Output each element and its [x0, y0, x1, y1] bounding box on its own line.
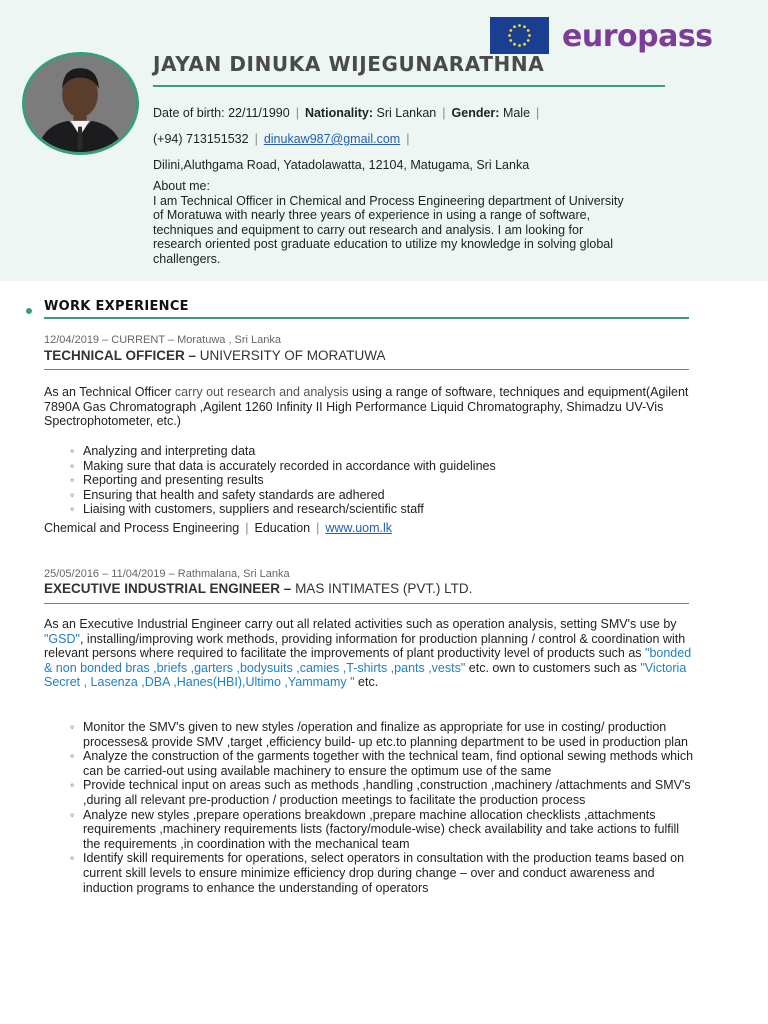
personal-info-line [153, 106, 545, 120]
full-name: JAYAN DINUKA WIJEGUNARATHNA [153, 52, 545, 76]
about-me [153, 179, 633, 267]
about-label: About me: [153, 179, 210, 193]
separator: | [442, 106, 446, 120]
list-item: ◦ Monitor the SMV's given to new styles /operation and finalize as appropriate for use in costing/ production processes& provide SMV ,target ,efficiency build- up etc.to planning department to be used in production plan [70, 720, 695, 749]
email-link[interactable]: dinukaw987@gmail.com [263, 132, 401, 146]
field: Education [254, 521, 311, 535]
dob-value: 22/11/1990 [228, 106, 290, 120]
desc-highlight: "bonded & non bonded bras ,briefs ,garters ,bodysuits ,camies ,T-shirts ,pants ,vests" [44, 646, 692, 675]
europass-wordmark: europass [562, 19, 713, 54]
department: Chemical and Process Engineering [44, 521, 240, 535]
list-item: ◦ Reporting and presenting results [70, 473, 695, 488]
job-role: TECHNICAL OFFICER – [44, 348, 197, 363]
list-item: ◦ Provide technical input on areas such as methods ,handling ,construction ,machinery /attachments and SMV's ,during all relevant pre-production / production meetings to facilitate the production process [70, 778, 695, 807]
list-item: ◦ Ensuring that health and safety standards are adhered [70, 488, 695, 503]
section-title-work-experience: WORK EXPERIENCE [44, 299, 189, 314]
duties-list [70, 444, 695, 517]
job-divider [44, 369, 689, 370]
name-divider [153, 85, 665, 87]
nationality-label: Nationality: [304, 106, 374, 120]
list-item: ◦ Analyze the construction of the garments together with the technical team, find optional sewing methods which can be carried-out using available machinery to ensure the optimum use of the same [70, 749, 695, 778]
profile-photo [22, 52, 139, 155]
list-item: ◦ Identify skill requirements for operations, select operators in consultation with the production teams based on current skill levels to ensure minimize efficiency drop during change – over and conduct awareness and induction programs to enhance the understanding of operators [70, 851, 695, 895]
desc-text: As an Technical Officer [44, 385, 175, 399]
job-divider [44, 603, 689, 604]
about-text: I am Technical Officer in Chemical and Process Engineering department of University of Moratuwa with nearly three years of experience in using a range of software, techniques and equipment to carry out research and analysis. I am looking for research oriented post graduate education to utilize my knowledge in solving global challengers. [153, 193, 624, 266]
gender-value: Male [502, 106, 531, 120]
list-item: ◦ Analyze new styles ,prepare operations breakdown ,prepare machine allocation checklists ,attachments requirements ,machinery requirements lists (factory/module-wise) check availability and take actions to fulfill the requirements ,in coordination with the mechanical team [70, 808, 695, 852]
job-description [44, 617, 694, 690]
job-title [44, 348, 386, 363]
separator: | [536, 106, 540, 120]
duties-list [70, 720, 695, 895]
job-description [44, 385, 694, 429]
nationality-value: Sri Lankan [376, 106, 437, 120]
job-tags [44, 521, 392, 535]
desc-text: , installing/improving work methods, providing information for production planning / control & coordination with relevant persons where required to facilitate the improvements of plant productivity level of products such as [44, 631, 686, 661]
job-meta: 12/04/2019 – CURRENT – Moratuwa , Sri Lanka [44, 334, 282, 346]
desc-text: etc. own to customers such as [465, 660, 641, 675]
job-role: EXECUTIVE INDUSTRIAL ENGINEER – [44, 581, 292, 596]
separator: | [295, 106, 299, 120]
separator: | [254, 132, 258, 146]
desc-text: As an Executive Industrial Engineer carry out all related activities such as operation analysis, setting SMV's use by [44, 617, 677, 631]
job-meta: 25/05/2016 – 11/04/2019 – Rathmalana, Sri Lanka [44, 568, 290, 580]
desc-highlight: "Victoria Secret , Lasenza ,DBA ,Hanes(HBI),Ultimo ,Yammamy " [44, 660, 687, 690]
list-item: ◦ Liaising with customers, suppliers and research/scientific staff [70, 502, 695, 517]
desc-highlight: "GSD" [44, 631, 80, 646]
separator: | [316, 521, 320, 535]
eu-flag-icon [490, 17, 549, 54]
profile-header [0, 0, 768, 281]
section-divider [44, 317, 689, 319]
desc-text: using a range of software, techniques and equipment(Agilent 7890A Gas Chromatograph ,Agilent 1260 Infinity II High Performance Liquid Chromatography, Shimadzu UV-Vis Spectrophotometer, etc.) [44, 385, 689, 429]
contact-line [153, 132, 415, 146]
job-organization: UNIVERSITY OF MORATUWA [199, 348, 386, 363]
job-organization: MAS INTIMATES (PVT.) LTD. [295, 581, 473, 596]
website-link[interactable]: www.uom.lk [325, 521, 393, 535]
list-item: ◦ Making sure that data is accurately recorded in accordance with guidelines [70, 459, 695, 474]
section-bullet [26, 308, 32, 314]
separator: | [245, 521, 249, 535]
separator: | [406, 132, 410, 146]
desc-text: carry out research and analysis [174, 385, 349, 399]
europass-logo [490, 17, 713, 57]
list-item: ◦ Analyzing and interpreting data [70, 444, 695, 459]
job-title [44, 581, 472, 596]
dob-label: Date of birth: [153, 106, 225, 120]
address: Dilini,Aluthgama Road, Yatadolawatta, 12104, Matugama, Sri Lanka [153, 158, 530, 172]
desc-text: etc. [354, 675, 379, 690]
gender-label: Gender: [451, 106, 500, 120]
phone-number: (+94) 713151532 [153, 132, 249, 146]
